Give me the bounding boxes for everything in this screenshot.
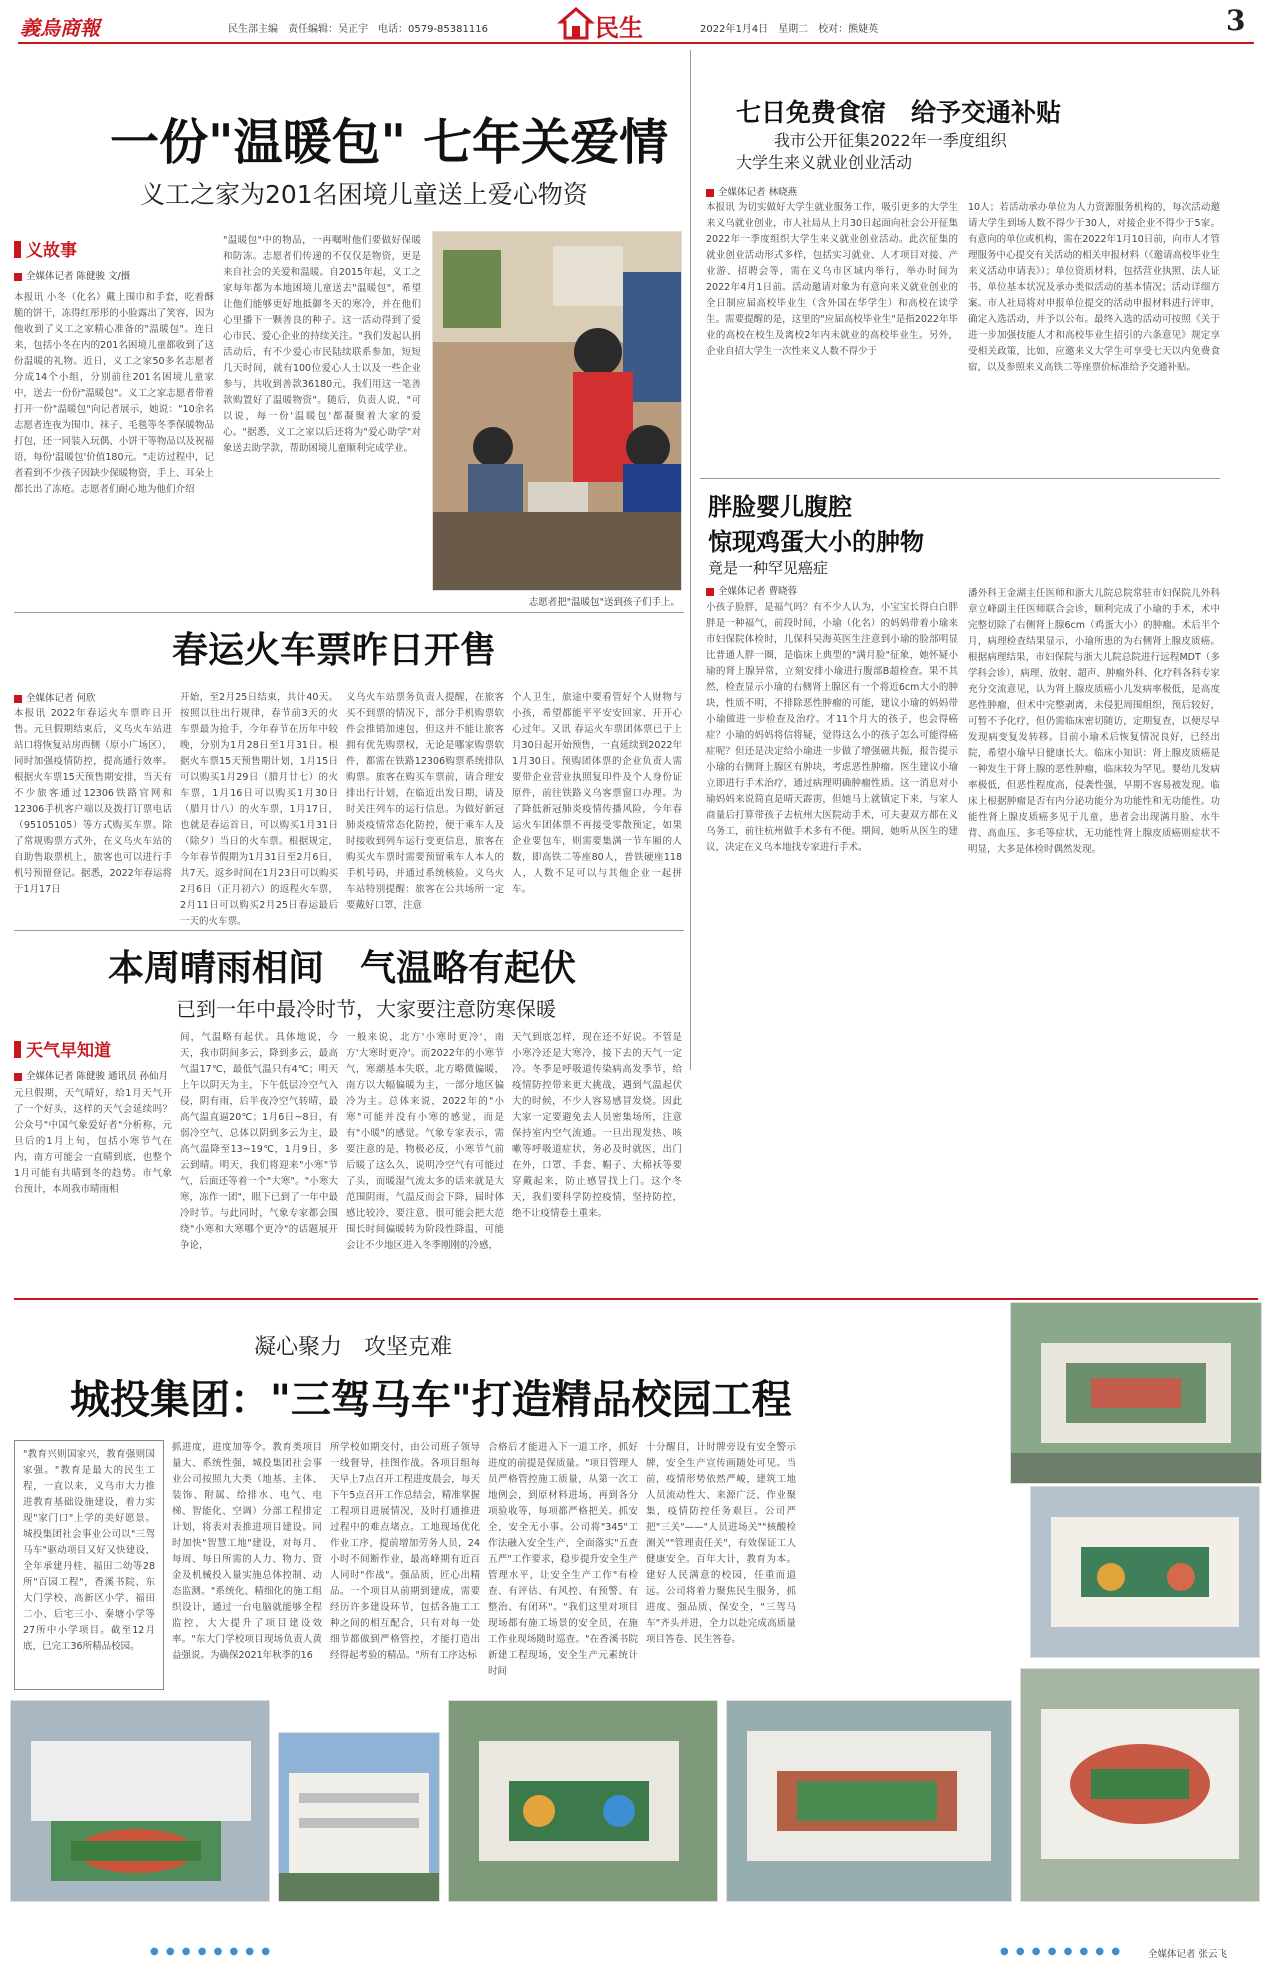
footer-dots-left: ● ● ● ● ● ● ● ● — [150, 1946, 273, 1957]
body-col-4: 天气到底怎样，现在还不好说。不管是小寒冷还是大寒冷，接下去的天气一定冷。冬季是呼吸道传染病高发季节，给疫情防控带来更大挑战，遇到气温起伏大的时候，不少人容易感冒发烧。因此大家一定要避免去人员密集场所，注意保持室内空气流通。一旦出现发热、咳嗽等呼吸道症状，务必及时就医，出门在外，口罩、手套、帽子、大棉袄等要穿戴起来，防止感冒找上门。这个冬天，我们要科学防控疫情，坚持防控，绝不让疫情卷土重来。 — [512, 1032, 682, 1219]
byline — [14, 268, 130, 282]
body-col-1: 元旦假期，天气晴好，给1月天气开了一个好头，这样的天气会延续吗？公众号"中国气象爱好者"分析称，元旦后的1月上旬，包括小寒节气在内，南方可能会一直晴到底，也整个1月可能有共晴到冬的趋势。市气象台预计，本周我市晴雨相 — [14, 1088, 172, 1195]
byline: 全媒体记者 张云飞 — [1148, 1949, 1228, 1960]
photo-school-campus-1 — [10, 1700, 270, 1902]
headline: 本周晴雨相间 气温略有起伏 — [108, 948, 577, 989]
column-separator — [690, 50, 691, 1070]
body-col-1: 本报讯 为切实做好大学生就业服务工作，吸引更多的大学生来义乌就业创业，市人社局从上月30日起面向社会公开征集2022年一季度组织大学生来义就业创业活动。此次征集的就业创业活动形式多样，包括实习就业、人才项目对接、产业游、招聘会等，需在义乌市区域内举行，举办时间为2022年4月1日前。活动邀请对象为有意向来义就业创业的全日制应届高校毕业生（含外国在华学生）和高校在读学生。需要提醒的是，这里的"应届高校毕业生"是指2022年毕业的高校在校生及离校2年内未就业的高校毕业生。另外，企业自招大学生一次性来义人数不得少于 — [706, 202, 958, 357]
intro-box — [14, 1440, 164, 1690]
story-separator — [14, 930, 684, 931]
section-divider — [14, 1298, 1258, 1300]
headline: 七日免费食宿 给予交通补贴 — [736, 98, 1062, 127]
body-col-4: 合格后才能进入下一道工序，抓好进度的前提是保质量。"项目管理人员严格管控施工质量，从第一次工地例会，到原材料进场，再到各分项验收等，每项都严格把关。抓安全，安全无小事。公司将"345"工作法融入安全生产，全面落实"五查五严"工作要求，稳步提升安全生产管理水平，让安全生产工作"有检查、有评估、有风控、有预警、有整治、有闭环"。"我们这里对项目现场都有施工场景的安全员，在施工作业现场随时巡查。"在香溪书院新建工程现场，安全生产元素统计时间 — [488, 1442, 638, 1677]
body-col-3: 义乌火车站票务负责人提醒，在旅客买不到票的情况下，部分手机购票软件会推销加速包，但这并不能让旅客拥有优先购票权，无论是哪家购票软件，都需在铁路12306购票系统排队购票。旅客在购买车票前，请合理安排出行计划，在临近出发日期，请及时关注列车的运行信息。为做好新冠肺炎疫情常态化防控，便于乘车人及时接收到列车运行变更信息，旅客在购买火车票时需要预留乘车人本人的手机号码，并通过系统核验。义乌火车站特别提醒：旅客在公共场所一定要戴好口罩，注意 — [346, 692, 504, 911]
headline-line-2: 惊现鸡蛋大小的肿物 — [708, 528, 924, 556]
byline — [706, 583, 797, 597]
body-col-4: 个人卫生，旅途中要看管好个人财物与小孩，希望都能平平安安回家、开开心心过年。又讯 春运火车票团体票已于上月30日起开始预售，一直延续到2022年1月30日。预购团体票的企业负责人需要带企业营业执照复印件及个人身份证原件，前往铁路义乌客票窗口办理。为了降低新冠肺炎疫情传播风险，今年春运火车团体票不再接受零散预定，如果企业要包车，则需要集满一节车厢的人数，即高铁二等座80人，普铁硬座118人，人数不足可以与其他企业一起拼车。 — [512, 692, 682, 895]
subheadline-line-2: 大学生来义就业创业活动 — [736, 153, 913, 172]
body-col-1: 本报讯 2022年春运火车票昨日开售。元旦假期结束后，义乌火车站进站口将恢复站房西侧（原小广场区），同时加强疫情防控，提高通行效率。根据火车票15天预售期安排，当天有不少旅客通过12306铁路官网和12306手机客户端以及拨打订票电话（95105105）等方式购买车票。除了常规购票方式外，在义乌火车站的自助售取票机上，旅客也可以进行手机号预留登记。据悉，2022年春运将于1月17日 — [14, 708, 172, 895]
headline: 春运火车票昨日开售 — [172, 630, 497, 671]
headline-line-1: 胖脸婴儿腹腔 — [708, 493, 852, 521]
byline-marker — [14, 273, 22, 281]
body-col-1: 本报讯 小冬（化名）戴上围巾和手套，吃着酥脆的饼干，冻得红彤彤的小脸露出了笑容，因为他收到了义工之家精心准备的"温暖包"。连日来，包括小冬在内的201名困境儿童都收到了这份温暖的礼物。近日，义工之家50多名志愿者分成14个小组，分别前往201名困境儿童家中，送去一份份"温暖包"。义工之家志愿者带着打开一份"温暖包"向记者展示，她说："10余名志愿者连夜为围巾、袜子、毛毯等冬季保暖物品打包，还一同装入玩偶、小饼干等物品以及祝福语，每份'温暖包'价值180元。"走访过程中，记者看到不少孩子因缺少保暖物资，手上、耳朵上都长出了冻疮。志愿者们耐心地为他们介绍 — [14, 292, 214, 495]
photo-volunteers — [432, 231, 682, 591]
masthead-rule — [18, 42, 1254, 44]
subheadline: 已到一年中最冷时节，大家要注意防寒保暖 — [176, 997, 556, 1021]
house-icon — [558, 6, 594, 40]
story-separator — [14, 612, 684, 613]
headline: 城投集团："三驾马车"打造精品校园工程 — [70, 1377, 792, 1423]
byline — [14, 1068, 168, 1082]
editor-info: 民生部主编 责任编辑：吴正宇 电话：0579-85381116 — [228, 24, 488, 35]
newspaper-logo: 義烏商報 — [20, 16, 100, 40]
body-col-2: 间，气温略有起伏。具体地说，今天，我市阴间多云，降到多云，最高气温17℃，最低气温只有4℃；明天上午以阴天为主，下午低层冷空气入侵，阴有雨，后半夜冷空气转晴，最高气温直逼20℃；1月6日~8日，有弱冷空气，总体以阴到多云为主，最高气温降至13~19℃，1月9日，多云到晴。明天，我们将迎来"小寒"节气，后面还等着一个"大寒"。"小寒大寒，冻作一团"，眼下已到了一年中最冷时节。与此同时，气象专家都会围绕"小寒和大寒哪个更冷"的话题展开争论， — [180, 1032, 338, 1251]
body-col-3: 所学校如期交付，由公司班子领导一线督导，挂图作战。各项目组每天早上7点召开工程进度晨会，每天下午5点召开工作总结会，精准掌握工程项目进展情况，及时打通推进过程中的难点堵点。工地现场优化作业工序，提前增加劳务人员，24小时不间断作业，最高峰期有近百人同时"作战"。强品质，匠心出精品。一个项目从前期到建成，需要经历许多建设环节，包括各施工工种之间的相互配合，只有对每一处细节都做到严格管控，才能打造出经得起考验的精品。"所有工序达标 — [330, 1442, 480, 1661]
footer-dots-right: ● ● ● ● ● ● ● ● — [1000, 1946, 1123, 1957]
photo-caption: 志愿者把"温暖包"送到孩子们手上。 — [528, 597, 680, 608]
story-separator — [700, 478, 1220, 479]
byline — [14, 690, 96, 704]
byline-marker — [14, 1073, 22, 1081]
body-col-2: 抓进度，进度加等令。教育类项目量大、系统性强，城投集团社会事业公司按照九大类（地基、主体、装饰、附属、给排水、电气、电梯、智能化、空调）分部工程排定计划，将表对表推进项目建设。同时加快"智慧工地"建设，对每月、每周、每日所需的人力、物力、资金及机械投入量实施总体控制、动态监测。"系统化、精细化的施工组织设计，通过一台电脑就能够全程监控，大大提升了项目建设效率。"东大门学校项目现场负责人黄益强说。为确保2021年秋季的16 — [172, 1442, 322, 1661]
photo-school-aerial-1 — [1010, 1302, 1262, 1484]
subheadline-line-1: 我市公开征集2022年一季度组织 — [774, 131, 1007, 150]
photo-school-aerial-5 — [1020, 1668, 1260, 1902]
body-col-1: 小孩子脸胖，是福气吗？有不少人认为，小宝宝长得白白胖胖是一种福气，前段时间，小瑜（化名）的妈妈带着小瑜来市妇保院体检时，儿保科吴海英医生注意到小瑜的脸部明显比普通人胖一圈，是临床上典型的"满月脸"征象，她怀疑小瑜的肾上腺异常，立刻安排小瑜进行腹部B超检查。果不其然，检查显示小瑜的右侧肾上腺区有一个将近6cm大小的肿块，性质不明，不排除恶性肿瘤的可能，建议小瑜的妈妈带小瑜做进一步检查及治疗。才11个月大的孩子，也会得癌症？小瑜的妈妈将信将疑，觉得这么小的孩子怎么可能得癌症呢？但还是决定给小瑜进一步做了增强磁共振，报告提示小瑜的右侧肾上腺区有肿块，考虑恶性肿瘤。医生建议小瑜立即进行手术治疗，通过病理明确肿瘤性质。这一消息对小瑜妈妈来说简直是晴天霹雳，但她马上就镇定下来，与家人商量后打算带孩子去杭州大医院动手术，可夫妻双方都在义乌务工，前往杭州做手术多有不便。期间，她听从医生的建议，决定在义乌本地找专家进行手术。 — [706, 602, 958, 853]
column-tag-bar — [14, 1041, 21, 1058]
page-number: 3 — [1226, 4, 1246, 37]
column-tag — [14, 236, 77, 261]
photo-school-aerial-4 — [726, 1700, 1012, 1902]
byline-text: 全媒体记者 曹晓蓉 — [718, 586, 798, 597]
body-col-2: "温暖包"中的物品，一再嘱咐他们要做好保暖和防冻。志愿者们传递的不仅仅是物资，更是来自社会的关爱和温暖。自2015年起，义工之家每年都为本地困境儿童送去"温暖包"，希望让他们能够更好地抵御冬天的寒冷，并在他们心里播下一颗善良的种子。这一活动得到了爱心市民、爱心企业的持续关注。"我们发起认捐活动后，有不少爱心市民陆续联系参加，短短几天时间，就有100位爱心人士以及一些企业参与，共收到善款36180元，我们用这一笔善款购置好了温暖物资"。随后，负责人说，"可以说，每一份'温暖包'都凝聚着大家的爱心。"据悉，义工之家以后还将为"爱心助学"对象送去助学款，帮助困境儿童顺利完成学业。 — [223, 235, 421, 454]
photo-school-aerial-2 — [1030, 1486, 1260, 1658]
byline-marker — [706, 189, 714, 197]
byline-text: 全媒体记者 陈健骏 文/摄 — [26, 271, 131, 282]
body-col-1: "教育兴则国家兴，教育强则国家强。"教育是最大的民生工程，一直以来，义乌市大力推进教育基础设施建设，着力实现"家门口"上学的美好愿景。城投集团社会事业公司以"三驾马车"驱动项目又好又快建设，全年承建丹桂、福田二幼等28所"百园工程"，香溪书院、东大门学校、高新区小学、福田二小、后宅三小、秦塘小学等27所中小学项目。截至12月底，已完工36所精品校园。 — [23, 1449, 155, 1652]
subheadline: 竟是一种罕见癌症 — [708, 559, 829, 577]
headline: 一份"温暖包" 七年关爱情 — [110, 114, 669, 171]
body-col-2: 10人；若活动承办单位为人力资源服务机构的，每次活动邀请大学生到场人数不得少于30人，对接企业不得少于5家。有意向的单位或机构，需在2022年1月10日前，向市人才管理服务中心提交有关活动的相关申报材料（《邀请高校毕业生来义活动申请表》）；单位资质材料，包括营业执照、法人证书、单位基本状况及承办类似活动的基本情况；活动详细方案。市人社局将对申报单位提交的活动申报材料进行评审，确定入选活动，并予以公布。最终入选的活动可按照《关于进一步加强技能人才和高校毕业生招引的六条意见》规定享受相关政策，比如，应邀来义大学生可享受七天以内免费食宿，以及参照来义高铁二等座票价标准给予交通补贴。 — [968, 202, 1220, 373]
byline — [706, 184, 797, 198]
section-name: 民生 — [595, 14, 643, 42]
column-tag-bar — [14, 241, 21, 258]
body-col-2: 开始，至2月25日结束，共计40天。按照以往出行规律，春节前3天的火车票最为抢手，今年春节在历年中较晚，分别为1月28日至1月31日。根据火车票15天预售期计划，1月15日可以购买1月29日（腊月廿七）的火车票，1月16日可以购买1月30日（腊月廿八）的火车票，1月17日，也就是春运首日，可以购买1月31日（除夕）当日的火车票。根据规定，今年春节假期为1月31日至2月6日，共7天。返乡时间在1月23日可以购买2月6日（正月初六）的返程火车票，2月11日可以购买2月25日春运最后一天的火车票。 — [180, 692, 338, 927]
body-col-3: 一般来说，北方'小寒时更冷'，南方'大寒时更冷'。而2022年的小寒节气，寒潮基本失联，北方略微偏暖，南方以大幅偏暖为主，一部分地区偏冷为主。总体来说，2022年的"小寒"可能并没有小寒的感觉，而是有"小暖"的感觉。气象专家表示，需要注意的是，物极必反，小寒节气前后暖了这么久，说明冷空气有可能过了头，而暖湿气流太多的话来就是大范围阴雨，气温反而会下降，届时体感比较冷，要注意，很可能会把大范围长时间偏暖转为阶段性降温，可能会让不少地区进入冬季刚刚的冷感， — [346, 1032, 504, 1251]
photo-school-building — [278, 1732, 440, 1902]
subheadline: 义工之家为201名困境儿童送上爱心物资 — [140, 180, 588, 209]
body-col-2: 潘外科王金湖主任医师和浙大儿院总院常驻市妇保院儿外科章立峰副主任医师联合会诊，顺利完成了小瑜的手术，术中完整切除了右侧肾上腺6cm（鸡蛋大小）的肿瘤。术后半个月，病理检查结果显示，小瑜所患的为右侧肾上腺皮质癌。根据病理结果，市妇保院与浙大儿院总院进行远程MDT（多学科会诊），病理、放射、超声、肿瘤外科、化疗科各科专家充分交流意见，认为肾上腺皮质癌小儿发病率极低，是高度恶性肿瘤，但术中完整剥离，未侵犯周围组织，预后较好，可暂不予化疗，但仍需临床密切随访，定期复查，以便尽早发现病变复发转移。目前小瑜术后恢复情况良好，已经出院，希望小瑜早日健康长大。临床小知识：肾上腺皮质癌是一种发生于肾上腺的恶性肿瘤，临床较为罕见。婴幼儿发病率极低，但恶性程度高，侵袭性强，早期不容易被发现。临床上根据肿瘤是否有内分泌功能分为功能性和无功能性。功能性肾上腺皮质癌多见于儿童，患者会出现满月脸、水牛背、高血压、多毛等症状，无功能性肾上腺皮质癌则症状不明显，大多是体检时偶然发现。 — [968, 588, 1220, 855]
byline-text: 全媒体记者 陈健骏 通讯员 孙仙月 — [26, 1071, 169, 1082]
byline-marker — [14, 695, 22, 703]
column-tag-label: 天气早知道 — [26, 1041, 111, 1061]
column-tag-label: 义故事 — [26, 241, 77, 261]
byline-text: 全媒体记者 何欣 — [26, 693, 96, 704]
date-line: 2022年1月4日 星期二 校对：熊婕英 — [700, 24, 879, 35]
body-col-5: 十分醒目，计时牌旁设有安全警示牌，安全生产宣传画随处可见。当前，疫情形势依然严峻，建筑工地人员流动性大、来源广泛、作业聚集，疫情防控任务艰巨。公司严把"三关"——"人员进场关""核酸检测关""管理责任关"，有效保证工人健康安全。百年大计，教育为本。建好人民满意的校园，任重而道远。公司将着力聚焦民生服务，抓进度、强品质、保安全，"三驾马车"齐头并进，全力以赴完成高质量项目答卷、民生答卷。 — [646, 1442, 796, 1645]
kicker: 凝心聚力 攻坚克难 — [254, 1335, 453, 1360]
column-tag — [14, 1036, 111, 1061]
byline-marker — [706, 588, 714, 596]
photo-school-aerial-3 — [448, 1700, 718, 1902]
byline-text: 全媒体记者 林晓燕 — [718, 187, 798, 198]
